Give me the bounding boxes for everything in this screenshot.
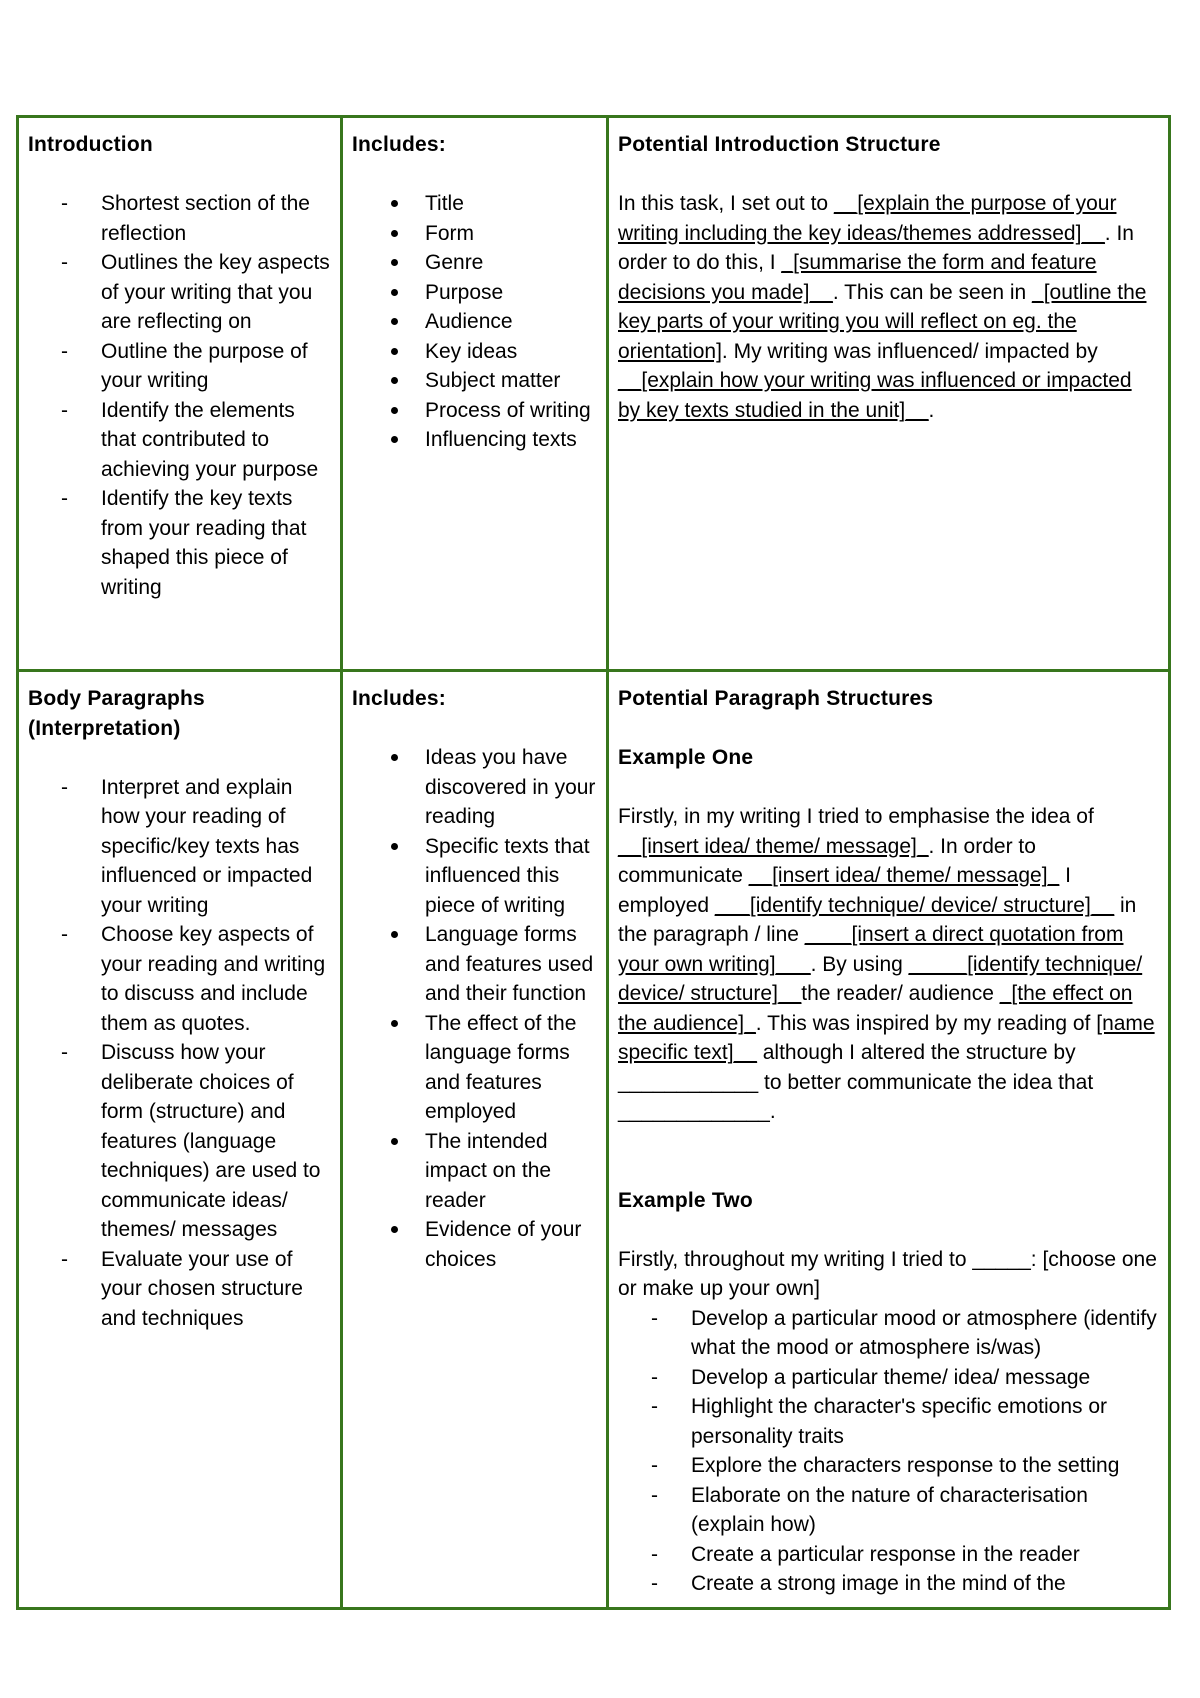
- list-item: - Develop a particular theme/ idea/ message: [651, 1365, 1091, 1389]
- includes-list: [352, 189, 597, 455]
- introduction-template-paragraph: In this task, I set out to __[explain the purpose of your writing including the key ideas/themes addressed]__. In order to do this, I _[summarise the form and feature decisions you made]__. This can be seen in _[outline the key parts of your writing you will reflect on eg. the orientation]. My writing was influenced/ impacted by __[explain how your writing was influenced or impacted by key texts studied in the unit]__.: [618, 192, 1147, 422]
- table-row: [18, 117, 1170, 671]
- list-item: Ideas you have discovered in your reading: [425, 743, 597, 832]
- list-item: - Shortest section of the reflection: [61, 192, 310, 245]
- list-item: Audience: [425, 307, 597, 337]
- bullet-icon: [391, 754, 398, 761]
- list-item: The intended impact on the reader: [425, 1127, 597, 1216]
- bullet-icon: [391, 377, 398, 384]
- bullet-icon: [391, 1226, 398, 1233]
- list-item: - Develop a particular mood or atmosphere (identify what the mood or atmosphere is/was): [651, 1306, 1157, 1359]
- includes-cell: [342, 671, 608, 1609]
- body-paragraphs-cell: [18, 671, 342, 1609]
- bullet-icon: [391, 348, 398, 355]
- example-one-heading: Example One: [618, 746, 754, 769]
- cell-heading: Includes:: [352, 133, 446, 156]
- list-item: - Outline the purpose of your writing: [61, 339, 308, 392]
- list-item: - Outlines the key aspects of your writing that you are reflecting on: [61, 251, 330, 333]
- list-item: Subject matter: [425, 366, 597, 396]
- bullet-icon: [391, 318, 398, 325]
- example-one-paragraph: Firstly, in my writing I tried to emphasise the idea of __[insert idea/ theme/ message]_. In order to communicate __[insert idea/ theme/ message]_ I employed ___[identify technique/ device/ structure]__ in the paragraph / line ____[insert a direct quotation from your own writing]___. By using _____[identify technique/ device/ structure]__the reader/ audience _[the effect on the audience]_. This was inspired by my reading of [name specific text]__ although I altered the structure by ____________ to better communicate the idea that _____________.: [618, 805, 1155, 1123]
- list-item: - Evaluate your use of your chosen structure and techniques: [61, 1247, 303, 1330]
- bullet-icon: [391, 1020, 398, 1027]
- list-item: Evidence of your choices: [425, 1215, 597, 1274]
- introduction-cell: [18, 117, 342, 671]
- list-item: Influencing texts: [425, 425, 597, 455]
- list-item: - Elaborate on the nature of characterisation (explain how): [651, 1483, 1088, 1536]
- bullet-icon: [391, 407, 398, 414]
- includes-cell: [342, 117, 608, 671]
- bullet-icon: [391, 289, 398, 296]
- list-item: - Highlight the character's specific emotions or personality traits: [651, 1395, 1108, 1448]
- reflection-structure-table: [16, 115, 1171, 1610]
- list-item: Process of writing: [425, 396, 597, 426]
- bullet-icon: [391, 843, 398, 850]
- example-two-heading: Example Two: [618, 1188, 753, 1212]
- list-item: Key ideas: [425, 337, 597, 367]
- cell-heading: Body Paragraphs: [28, 687, 205, 710]
- bullet-icon: [391, 259, 398, 266]
- list-item: Genre: [425, 248, 597, 278]
- example-two-list: [618, 1304, 1159, 1599]
- cell-heading: Potential Introduction Structure: [618, 133, 941, 156]
- list-item: - Discuss how your deliberate choices of form (structure) and features (language techniques) are used to communicate ideas/ themes/ messages: [61, 1041, 321, 1241]
- bullet-icon: [391, 200, 398, 207]
- example-two-intro: Firstly, throughout my writing I tried to _____: [choose one or make up your own]: [618, 1247, 1157, 1300]
- list-item: The effect of the language forms and features employed: [425, 1009, 597, 1127]
- document-page: [16, 115, 1168, 1610]
- list-item: - Identify the elements that contributed to achieving your purpose: [61, 398, 319, 481]
- cell-heading: Potential Paragraph Structures: [618, 687, 934, 710]
- list-item: - Identify the key texts from your reading that shaped this piece of writing: [61, 487, 307, 599]
- list-item: Purpose: [425, 278, 597, 308]
- bullet-icon: [391, 436, 398, 443]
- bullet-icon: [391, 230, 398, 237]
- paragraph-structures-cell: [608, 671, 1170, 1609]
- introduction-structure-cell: [608, 117, 1170, 671]
- cell-subheading: (Interpretation): [28, 716, 181, 740]
- list-item: Form: [425, 219, 597, 249]
- list-item: - Create a strong image in the mind of the: [651, 1572, 1066, 1595]
- bullet-icon: [391, 931, 398, 938]
- introduction-list: [28, 189, 331, 602]
- table-row: [18, 671, 1170, 1609]
- cell-heading: Introduction: [28, 133, 153, 156]
- list-item: Specific texts that influenced this piece of writing: [425, 832, 597, 921]
- list-item: - Choose key aspects of your reading and writing to discuss and include them as quotes.: [61, 923, 326, 1035]
- list-item: Title: [425, 189, 597, 219]
- includes-list: [352, 743, 597, 1274]
- list-item: - Interpret and explain how your reading of specific/key texts has influenced or impacted your writing: [61, 775, 313, 917]
- list-item: - Explore the characters response to the setting: [651, 1454, 1120, 1477]
- bullet-icon: [391, 1138, 398, 1145]
- cell-heading: Includes:: [352, 687, 446, 710]
- body-paragraphs-list: [28, 773, 331, 1334]
- list-item: Language forms and features used and their function: [425, 920, 597, 1009]
- list-item: - Create a particular response in the reader: [651, 1542, 1080, 1566]
